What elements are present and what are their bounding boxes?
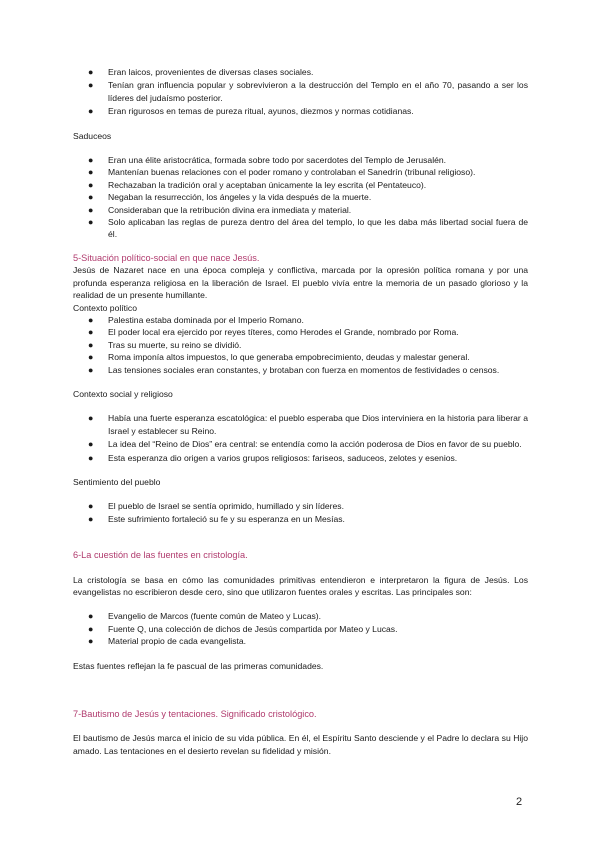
bullet-icon: ● <box>88 413 94 424</box>
page-content <box>73 66 528 757</box>
bullet-icon: ● <box>88 155 94 166</box>
list-item: ● Consideraban que la retribución divina era inmediata y material. <box>88 204 352 215</box>
bullet-icon: ● <box>88 352 94 363</box>
section-5-title: 5-Situación político-social en que nace Jesús. <box>73 252 260 263</box>
contexto-social-list <box>73 412 528 464</box>
section-7-title: 7-Bautismo de Jesús y tentaciones. Significado cristológico. <box>73 709 317 720</box>
sentimiento-list <box>73 500 528 525</box>
bullet-icon: ● <box>88 67 94 77</box>
section-6-title: 6-La cuestión de las fuentes en cristología. <box>73 550 248 561</box>
section-7-text: El bautismo de Jesús marca el inicio de su vida pública. En él, el Espíritu Santo desciende y el Padre lo declara su Hijo amado. Las tentaciones en el desierto revelan su fidelidad y misión. <box>73 733 528 756</box>
list-item: ● Esta esperanza dio origen a varios grupos religiosos: fariseos, saduceos, zelotes y esenios. <box>88 452 458 463</box>
saduceos-heading: Saduceos <box>73 130 112 141</box>
fuentes-list <box>73 610 528 647</box>
fariseos-list <box>73 66 528 118</box>
bullet-icon: ● <box>88 364 94 375</box>
bullet-icon: ● <box>88 217 94 228</box>
bullet-icon: ● <box>88 636 94 647</box>
contexto-politico-list <box>73 314 528 376</box>
bullet-icon: ● <box>88 192 94 203</box>
page-number: 2 <box>516 796 523 808</box>
contexto-politico-heading: Contexto político <box>73 302 138 313</box>
list-item: ● Palestina estaba dominada por el Imperio Romano. <box>88 314 304 325</box>
list-item: ● Tras su muerte, su reino se dividió. <box>88 339 242 350</box>
bullet-icon: ● <box>88 80 94 91</box>
list-item: ● Las tensiones sociales eran constantes, y brotaban con fuerza en momentos de festividades o censos. <box>88 364 500 375</box>
section-6-closing: Estas fuentes reflejan la fe pascual de las primeras comunidades. <box>73 660 324 671</box>
bullet-icon: ● <box>88 501 94 512</box>
list-item: ● Solo aplicaban las reglas de pureza dentro del área del templo, lo que les daba más libertad social fuera de él. <box>88 217 528 240</box>
bullet-icon: ● <box>88 106 94 117</box>
list-item: ● Este sufrimiento fortaleció su fe y su esperanza en un Mesías. <box>88 513 345 524</box>
list-item: ● Fuente Q, una colección de dichos de Jesús compartida por Mateo y Lucas. <box>88 623 398 634</box>
bullet-icon: ● <box>88 327 94 338</box>
bullet-icon: ● <box>88 314 94 325</box>
sentimiento-heading: Sentimiento del pueblo <box>73 476 161 487</box>
bullet-icon: ● <box>88 439 94 450</box>
list-item: ● Tenían gran influencia popular y sobrevivieron a la destrucción del Templo en el año 70, pasando a ser los líderes del judaísmo posterior. <box>88 80 528 103</box>
bullet-icon: ● <box>88 179 94 190</box>
list-item: ● Eran laicos, provenientes de diversas clases sociales. <box>88 67 314 77</box>
bullet-icon: ● <box>88 452 94 463</box>
list-item: ● Roma imponía altos impuestos, lo que generaba empobrecimiento, deudas y malestar general. <box>88 352 470 363</box>
list-item: ● El pueblo de Israel se sentía oprimido, humillado y sin líderes. <box>88 501 344 512</box>
bullet-icon: ● <box>88 339 94 350</box>
list-item: ● La idea del “Reino de Dios” era central: se entendía como la acción poderosa de Dios en favor de su pueblo. <box>88 439 522 450</box>
bullet-icon: ● <box>88 204 94 215</box>
section-6-intro: La cristología se basa en cómo las comunidades primitivas entendieron e interpretaron la figura de Jesús. Los evangelistas no escribieron desde cero, sino que utilizaron fuentes orales y escritas. Las principales son: <box>73 574 528 597</box>
bullet-icon: ● <box>88 623 94 634</box>
bullet-icon: ● <box>88 611 94 622</box>
bullet-icon: ● <box>88 513 94 524</box>
list-item: ● Eran una élite aristocrática, formada sobre todo por sacerdotes del Templo de Jerusalén. <box>88 155 447 166</box>
list-item: ● Mantenían buenas relaciones con el poder romano y controlaban el Sanedrín (tribunal religioso). <box>88 167 476 178</box>
section-5-intro: Jesús de Nazaret nace en una época compleja y conflictiva, marcada por la opresión política romana y por una profunda esperanza religiosa en la liberación de Israel. El pueblo vivía entre la memoria de un pasado glorioso y la realidad de un presente humillante. <box>73 265 528 301</box>
list-item: ● Evangelio de Marcos (fuente común de Mateo y Lucas). <box>88 611 322 622</box>
list-item: ● Eran rigurosos en temas de pureza ritual, ayunos, diezmos y normas cotidianas. <box>88 106 414 117</box>
list-item: ● Material propio de cada evangelista. <box>88 636 247 647</box>
list-item: ● Rechazaban la tradición oral y aceptaban únicamente la ley escrita (el Pentateuco). <box>88 179 427 190</box>
list-item: ● Había una fuerte esperanza escatológica: el pueblo esperaba que Dios interviniera en la historia para liberar a Israel y establecer su Reino. <box>88 413 528 436</box>
list-item: ● El poder local era ejercido por reyes títeres, como Herodes el Grande, nombrado por Roma. <box>88 327 459 338</box>
bullet-icon: ● <box>88 167 94 178</box>
saduceos-list <box>73 154 528 241</box>
list-item: ● Negaban la resurrección, los ángeles y la vida después de la muerte. <box>88 192 372 203</box>
contexto-social-heading: Contexto social y religioso <box>73 388 173 399</box>
